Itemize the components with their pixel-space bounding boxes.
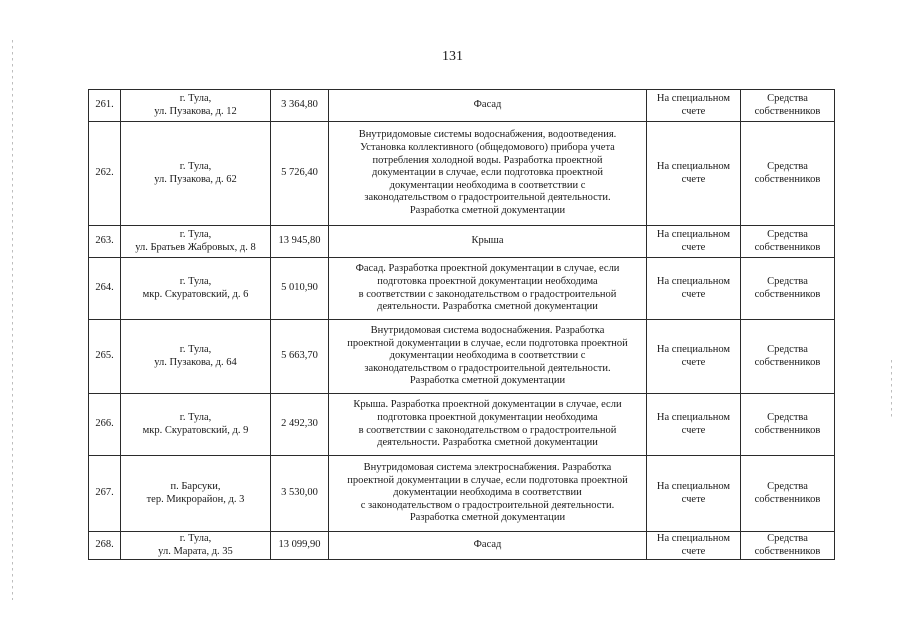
row-number: 265.	[89, 320, 121, 394]
fund-method-cell-line: счете	[681, 493, 706, 505]
works-cell-line: Внутридомовые системы водоснабжения, водоотведения.	[358, 129, 617, 141]
address-cell	[121, 456, 271, 532]
address-cell-line: г. Тула,	[179, 160, 212, 172]
works-cell-line: Установка коллективного (общедомового) прибора учета	[360, 142, 615, 154]
row-number: 267.	[89, 456, 121, 532]
funding-source-cell-line: Средства	[767, 92, 808, 104]
address-cell-line: г. Тула,	[179, 275, 212, 287]
address-cell-line: ул. Марата, д. 35	[158, 545, 233, 557]
works-cell-line: Крыша. Разработка проектной документации в случае, если	[353, 399, 622, 411]
works-cell-line: Внутридомовая система электроснабжения. Разработка	[363, 462, 612, 474]
funding-source-cell-line: Средства	[767, 532, 808, 544]
address-cell-line: г. Тула,	[179, 92, 212, 104]
row-number: 264.	[89, 258, 121, 320]
works-cell-line: Разработка сметной документации	[409, 375, 566, 387]
funding-source-cell	[741, 532, 835, 560]
address-cell-line: мкр. Скуратовский, д. 6	[142, 288, 249, 300]
address-cell-line: г. Тула,	[179, 532, 212, 544]
fund-method-cell	[647, 394, 741, 456]
fund-method-cell-line: счете	[681, 356, 706, 368]
fund-method-cell-line: На специальном	[656, 532, 731, 544]
fund-method-cell-line: счете	[681, 241, 706, 253]
row-number: 268.	[89, 532, 121, 560]
address-cell-line: г. Тула,	[179, 228, 212, 240]
funding-source-cell-line: Средства	[767, 228, 808, 240]
area-cell: 5 010,90	[271, 258, 329, 320]
table-row	[89, 122, 835, 226]
funding-source-cell	[741, 226, 835, 258]
funding-source-cell-line: Средства	[767, 343, 808, 355]
scan-edge-left	[12, 40, 14, 600]
works-cell-line: документации в случае, если подготовка проектной	[372, 167, 603, 179]
fund-method-cell-line: На специальном	[656, 411, 731, 423]
area-cell: 13 099,90	[271, 532, 329, 560]
funding-source-cell-line: Средства	[767, 275, 808, 287]
funding-source-cell-line: собственников	[754, 424, 821, 436]
address-cell-line: п. Барсуки,	[170, 480, 221, 492]
works-cell-line: деятельности. Разработка сметной документации	[377, 437, 598, 449]
works-cell-line: проектной документации в случае, если подготовка проектной	[347, 474, 628, 486]
area-cell: 3 530,00	[271, 456, 329, 532]
fund-method-cell-line: счете	[681, 288, 706, 300]
fund-method-cell	[647, 258, 741, 320]
fund-method-cell-line: счете	[681, 173, 706, 185]
works-cell-line: документации необходима в соответствии с	[389, 350, 586, 362]
fund-method-cell-line: На специальном	[656, 92, 731, 104]
works-cell-line: Фасад	[473, 539, 502, 551]
page-number: 131	[442, 49, 463, 64]
works-cell	[329, 456, 647, 532]
address-cell-line: тер. Микрорайон, д. 3	[146, 493, 245, 505]
row-number: 266.	[89, 394, 121, 456]
funding-source-cell-line: Средства	[767, 411, 808, 423]
table-row	[89, 258, 835, 320]
funding-source-cell	[741, 258, 835, 320]
works-cell	[329, 90, 647, 122]
fund-method-cell-line: счете	[681, 545, 706, 557]
works-cell-line: документации необходима в соответствии	[393, 487, 582, 499]
row-number: 263.	[89, 226, 121, 258]
works-cell-line: Фасад	[473, 99, 502, 111]
works-cell	[329, 258, 647, 320]
works-cell-line: подготовка проектной документации необходима	[377, 275, 598, 287]
fund-method-cell	[647, 320, 741, 394]
row-number: 262.	[89, 122, 121, 226]
works-cell-line: законодательством о градостроительной деятельности.	[364, 362, 611, 374]
table-row	[89, 394, 835, 456]
scan-edge-right	[891, 360, 893, 420]
works-cell-line: Крыша	[471, 235, 504, 247]
works-cell	[329, 394, 647, 456]
area-cell: 2 492,30	[271, 394, 329, 456]
address-cell-line: ул. Пузакова, д. 64	[154, 356, 237, 368]
fund-method-cell-line: На специальном	[656, 480, 731, 492]
table-row	[89, 90, 835, 122]
funding-source-cell-line: собственников	[754, 493, 821, 505]
funding-source-cell-line: Средства	[767, 160, 808, 172]
fund-method-cell	[647, 90, 741, 122]
address-cell-line: ул. Пузакова, д. 12	[154, 105, 237, 117]
area-cell: 13 945,80	[271, 226, 329, 258]
table-row	[89, 320, 835, 394]
fund-method-cell-line: счете	[681, 424, 706, 436]
works-cell-line: законодательством о градостроительной деятельности.	[364, 192, 611, 204]
area-cell: 5 663,70	[271, 320, 329, 394]
works-cell-line: Фасад. Разработка проектной документации в случае, если	[355, 263, 620, 275]
funding-source-cell-line: Средства	[767, 480, 808, 492]
repair-registry-table	[88, 89, 835, 560]
fund-method-cell	[647, 226, 741, 258]
address-cell	[121, 258, 271, 320]
table-row	[89, 226, 835, 258]
funding-source-cell-line: собственников	[754, 241, 821, 253]
address-cell	[121, 394, 271, 456]
funding-source-cell	[741, 320, 835, 394]
address-cell-line: ул. Братьев Жабровых, д. 8	[135, 241, 256, 253]
works-cell-line: проектной документации в случае, если подготовка проектной	[347, 337, 628, 349]
funding-source-cell-line: собственников	[754, 105, 821, 117]
table-row	[89, 532, 835, 560]
address-cell-line: ул. Пузакова, д. 62	[154, 173, 237, 185]
fund-method-cell-line: На специальном	[656, 343, 731, 355]
address-cell	[121, 90, 271, 122]
address-cell-line: г. Тула,	[179, 411, 212, 423]
works-cell	[329, 226, 647, 258]
table-row	[89, 456, 835, 532]
works-cell-line: Разработка сметной документации	[409, 204, 566, 216]
fund-method-cell-line: счете	[681, 105, 706, 117]
works-cell-line: Внутридомовая система водоснабжения. Разработка	[370, 325, 605, 337]
address-cell	[121, 320, 271, 394]
funding-source-cell	[741, 456, 835, 532]
address-cell-line: мкр. Скуратовский, д. 9	[142, 424, 249, 436]
area-cell: 5 726,40	[271, 122, 329, 226]
works-cell-line: деятельности. Разработка сметной документации	[377, 301, 598, 313]
fund-method-cell-line: На специальном	[656, 228, 731, 240]
works-cell	[329, 320, 647, 394]
works-cell-line: в соответствии с законодательством о градостроительной	[358, 424, 617, 436]
funding-source-cell	[741, 90, 835, 122]
address-cell	[121, 122, 271, 226]
funding-source-cell-line: собственников	[754, 288, 821, 300]
fund-method-cell-line: На специальном	[656, 160, 731, 172]
works-cell-line: документации необходима в соответствии с	[389, 179, 586, 191]
funding-source-cell-line: собственников	[754, 545, 821, 557]
works-cell-line: подготовка проектной документации необходима	[377, 411, 598, 423]
address-cell	[121, 226, 271, 258]
funding-source-cell	[741, 394, 835, 456]
works-cell-line: с законодательством о градостроительной деятельности.	[360, 499, 615, 511]
address-cell	[121, 532, 271, 560]
works-cell-line: в соответствии с законодательством о градостроительной	[358, 288, 617, 300]
funding-source-cell	[741, 122, 835, 226]
fund-method-cell	[647, 456, 741, 532]
fund-method-cell-line: На специальном	[656, 275, 731, 287]
fund-method-cell	[647, 122, 741, 226]
funding-source-cell-line: собственников	[754, 173, 821, 185]
works-cell-line: потребления холодной воды. Разработка проектной	[372, 154, 603, 166]
row-number: 261.	[89, 90, 121, 122]
works-cell	[329, 122, 647, 226]
funding-source-cell-line: собственников	[754, 356, 821, 368]
area-cell: 3 364,80	[271, 90, 329, 122]
works-cell	[329, 532, 647, 560]
fund-method-cell	[647, 532, 741, 560]
address-cell-line: г. Тула,	[179, 343, 212, 355]
works-cell-line: Разработка сметной документации	[409, 512, 566, 524]
